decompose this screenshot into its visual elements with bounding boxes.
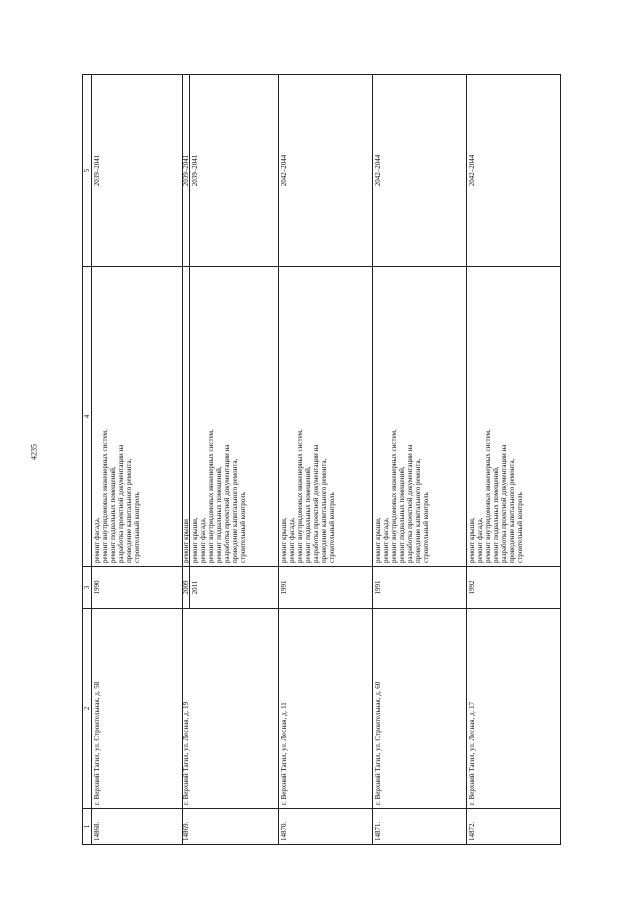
row-year: 2009	[183, 567, 190, 609]
row-period: 2042–2044	[467, 75, 561, 267]
work-item: строительный контроль	[328, 492, 336, 563]
work-item: ремонт внутридомовых инженерных систем,	[101, 429, 109, 563]
col-number-4: 4	[83, 267, 92, 567]
work-item: ремонт подвальных помещений,	[215, 466, 223, 563]
repair-schedule-table	[82, 74, 561, 845]
work-item: ремонт крыши,	[374, 517, 382, 563]
work-item: ремонт крыши	[182, 519, 190, 563]
row-address: г. Верхний Тагил, ул. Лесная, д. 11	[279, 609, 373, 809]
work-item: ремонт крыши,	[280, 517, 288, 563]
work-item: разработка проектной документации на	[223, 444, 231, 563]
work-item: разработка проектной документации на	[500, 444, 508, 563]
row-address: г. Верхний Тагил, ул. Строительная, д. 60	[373, 609, 467, 809]
row-works	[279, 267, 373, 567]
row-number: 14868.	[92, 809, 183, 845]
table-row	[373, 75, 467, 845]
rotated-table-container	[82, 75, 555, 845]
row-number: 14869.	[183, 809, 279, 845]
row-period: 2042–2044	[373, 75, 467, 267]
table-row	[183, 75, 190, 845]
col-number-3: 3	[83, 567, 92, 609]
row-address: г. Верхний Тагил, ул. Строительная, д. 58	[92, 609, 183, 809]
col-number-1: 1	[83, 809, 92, 845]
work-item: строительный контроль	[239, 492, 247, 563]
work-item: ремонт фасада,	[382, 517, 390, 563]
col-number-5: 5	[83, 75, 92, 267]
row-year: 1991	[279, 567, 373, 609]
work-item: ремонт крыши,	[191, 517, 199, 563]
work-item: проведение капитального ремонта,	[231, 458, 239, 563]
column-number-row	[83, 75, 92, 845]
work-item: строительный контроль	[422, 492, 430, 563]
table-row	[92, 75, 183, 845]
row-number: 14872.	[467, 809, 561, 845]
row-year: 1990	[92, 567, 183, 609]
row-address: г. Верхний Тагил, ул. Лесная, д. 17	[467, 609, 561, 809]
work-item: проведение капитального ремонта,	[414, 458, 422, 563]
row-works	[467, 267, 561, 567]
row-year: 2011	[190, 567, 279, 609]
row-address: г. Верхний Тагил, ул. Лесная, д. 19	[183, 609, 279, 809]
row-period: 2042–2044	[279, 75, 373, 267]
row-year: 1992	[467, 567, 561, 609]
work-item: ремонт фасада,	[199, 517, 207, 563]
work-item: проведение капитального ремонта,	[125, 458, 133, 563]
row-works	[183, 267, 190, 567]
work-item: ремонт крыши,	[468, 517, 476, 563]
work-item: ремонт фасада,	[93, 517, 101, 563]
work-item: ремонт подвальных помещений,	[304, 466, 312, 563]
work-item: разработка проектной документации на	[312, 444, 320, 563]
row-works	[92, 267, 183, 567]
work-item: ремонт внутридомовых инженерных систем,	[296, 429, 304, 563]
work-item: ремонт подвальных помещений,	[109, 466, 117, 563]
work-item: ремонт внутридомовых инженерных систем,	[484, 429, 492, 563]
work-item: строительный контроль	[516, 492, 524, 563]
row-period: 2039–2041	[183, 75, 190, 267]
work-item: ремонт фасада,	[476, 517, 484, 563]
work-item: разработка проектной документации на	[117, 444, 125, 563]
work-item: ремонт подвальных помещений,	[398, 466, 406, 563]
table-row	[467, 75, 561, 845]
work-item: проведение капитального ремонта,	[508, 458, 516, 563]
col-number-2: 2	[83, 609, 92, 809]
work-item: разработка проектной документации на	[406, 444, 414, 563]
row-number: 14870.	[279, 809, 373, 845]
row-year: 1991	[373, 567, 467, 609]
row-works	[190, 267, 279, 567]
row-works	[373, 267, 467, 567]
row-period: 2039–2041	[92, 75, 183, 267]
work-item: проведение капитального ремонта,	[320, 458, 328, 563]
work-item: ремонт фасада,	[288, 517, 296, 563]
work-item: ремонт подвальных помещений,	[492, 466, 500, 563]
work-item: строительный контроль	[133, 492, 141, 563]
page-number: 4235	[29, 444, 39, 460]
row-number: 14871.	[373, 809, 467, 845]
work-item: ремонт внутридомовых инженерных систем,	[390, 429, 398, 563]
table-row	[279, 75, 373, 845]
row-period: 2039–2041	[190, 75, 279, 267]
work-item: ремонт внутридомовых инженерных систем,	[207, 429, 215, 563]
